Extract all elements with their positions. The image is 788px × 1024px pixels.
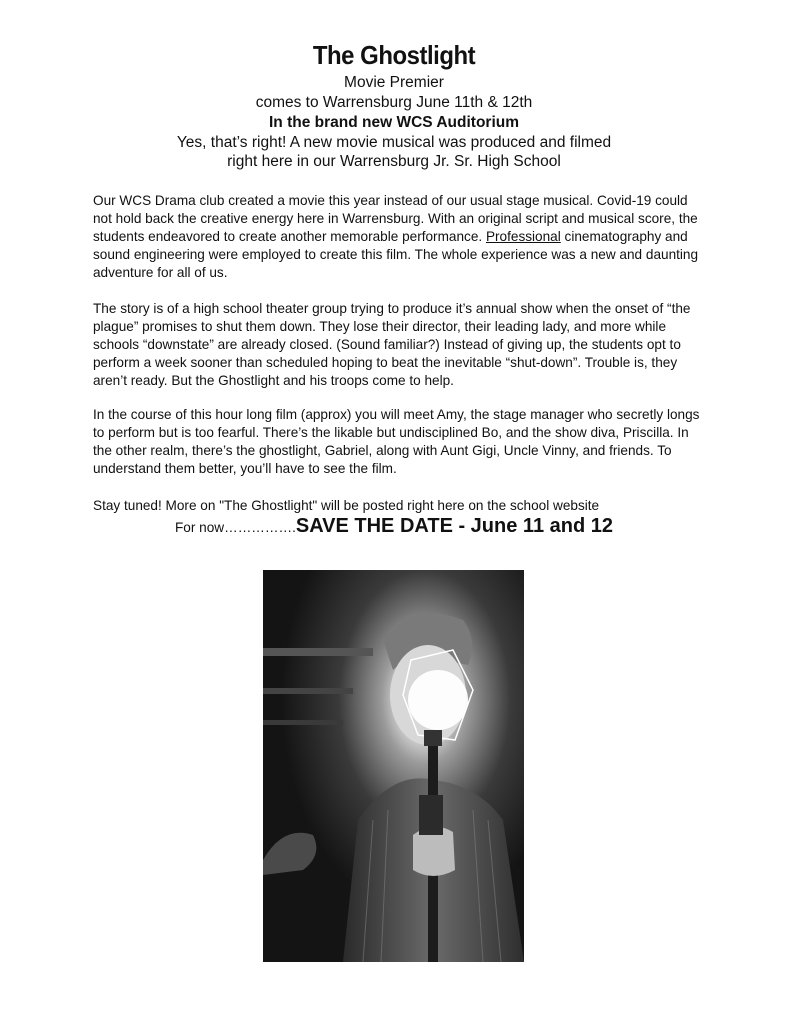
paragraph-intro: [93, 192, 703, 282]
subtitle-venue: In the brand new WCS Auditorium: [269, 114, 519, 131]
paragraph-intro-text-b: cinematography and sound engineering were employed to create this film. The whole experience was a new and daunting adventure for all of us.: [93, 229, 699, 280]
paragraph-story: The story is of a high school theater group trying to produce it’s annual show when the onset of “the plague” promises to shut them down. They lose their director, their leading lady, and more while schools “downstate” are already closed. (Sound familiar?) Instead of giving up, the students opt to perform a week sooner than scheduled hoping to beat the inevitable “shut-down”. Trouble is, they aren’t ready. But the Ghostlight and his troops come to help.: [93, 301, 691, 388]
paragraph-characters: In the course of this hour long film (approx) you will meet Amy, the stage manager who secretly longs to perform but is too fearful. There’s the likable but undisciplined Bo, and the show diva, Priscilla. In the other realm, there’s the ghostlight, Gabriel, along with Aunt Gigi, Uncle Vinny, and friends. To understand them better, you’ll have to see the film.: [93, 407, 700, 476]
paragraph-stay-tuned: Stay tuned! More on "The Ghostlight" will be posted right here on the school website: [93, 498, 600, 513]
paragraph-intro-text-a: Our WCS Drama club created a movie this year instead of our usual stage musical. Covid-19 could not hold back the creative energy here in Warrensburg. With an original script and musical score, the students endeavored to create another memorable performance.: [93, 193, 698, 244]
subtitle-school: right here in our Warrensburg Jr. Sr. High School: [227, 153, 561, 170]
subtitle-movie-premier: Movie Premier: [344, 74, 444, 91]
ghostlight-photo: [263, 570, 524, 962]
subtitle-dates: comes to Warrensburg June 11th & 12th: [255, 94, 533, 111]
subtitle-announcement: Yes, that’s right! A new movie musical was produced and filmed: [176, 134, 612, 151]
for-now-text: For now…………….: [175, 520, 296, 535]
underlined-professional: Professional: [485, 229, 561, 244]
document-title: The Ghostlight: [312, 40, 476, 70]
save-the-date-text: SAVE THE DATE - June 11 and 12: [295, 515, 613, 537]
save-the-date-line: [0, 515, 788, 538]
